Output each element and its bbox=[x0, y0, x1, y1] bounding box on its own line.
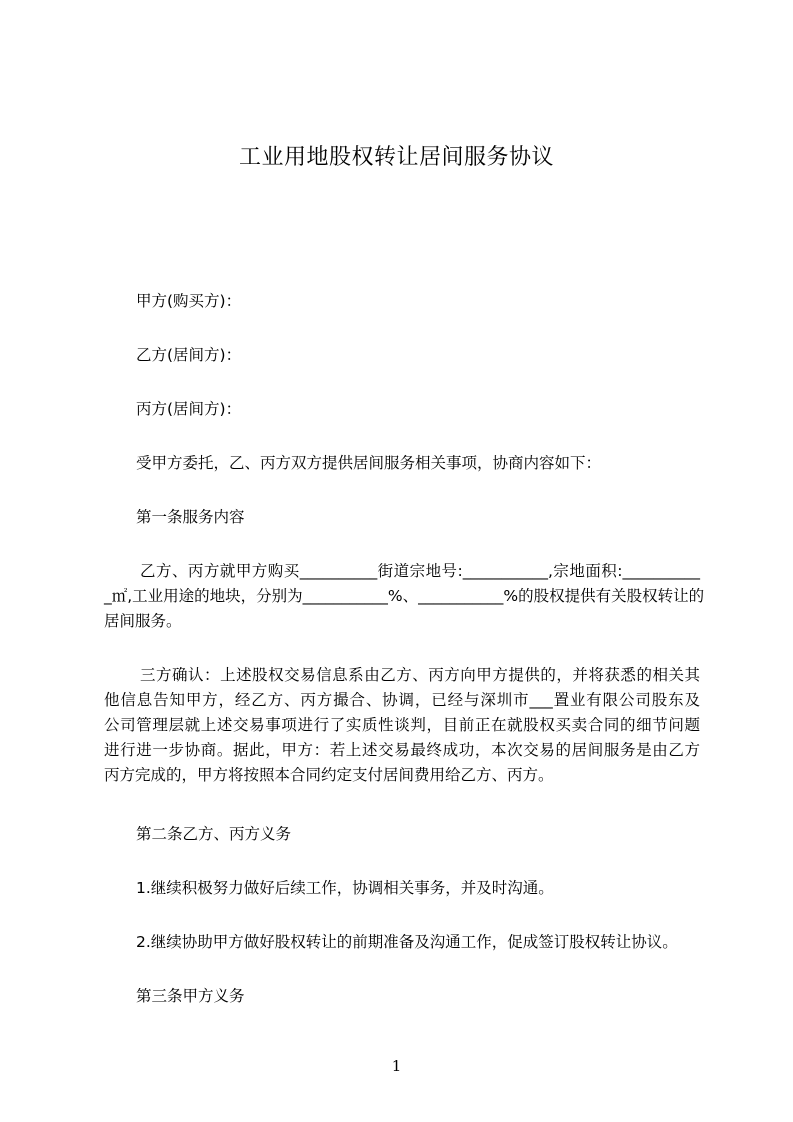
article1-p1-line1: 乙方、丙方就甲方购买__________街道宗地号:___________,宗地面积:__________ bbox=[140, 562, 700, 580]
article1-p2-line2: 他信息告知甲方，经乙方、丙方撮合、协调，已经与深圳市___置业有限公司股东及 bbox=[104, 691, 700, 709]
article1-p2-line4: 进行进一步协商。据此，甲方：若上述交易最终成功，本次交易的居间服务是由乙方 bbox=[104, 741, 700, 759]
page-number: 1 bbox=[391, 1057, 402, 1075]
article2-item-2: 2.继续协助甲方做好股权转让的前期准备及沟通工作，促成签订股权转让协议。 bbox=[136, 933, 678, 951]
article1-p1-line3: 居间服务。 bbox=[104, 612, 182, 630]
party-c-line: 丙方(居间方)： bbox=[136, 400, 242, 418]
intro-paragraph: 受甲方委托，乙、丙方双方提供居间服务相关事项，协商内容如下： bbox=[136, 454, 602, 472]
article3-heading: 第三条甲方义务 bbox=[136, 987, 245, 1005]
article2-item-1: 1.继续积极努力做好后续工作，协调相关事务，并及时沟通。 bbox=[136, 879, 554, 897]
article1-p1-line2: _㎡,工业用途的地块，分别为___________%、___________%的股权提供有关股权转让的 bbox=[104, 587, 705, 605]
document-title: 工业用地股权转让居间服务协议 bbox=[238, 145, 554, 170]
article1-heading: 第一条服务内容 bbox=[136, 508, 245, 526]
party-a-line: 甲方(购买方)： bbox=[136, 292, 242, 310]
article2-heading: 第二条乙方、丙方义务 bbox=[136, 825, 292, 843]
article1-p2-line5: 丙方完成的，甲方将按照本合同约定支付居间费用给乙方、丙方。 bbox=[104, 766, 554, 784]
article1-p2-line3: 公司管理层就上述交易事项进行了实质性谈判，目前正在就股权买卖合同的细节问题 bbox=[104, 716, 700, 734]
article1-p2-line1: 三方确认：上述股权交易信息系由乙方、丙方向甲方提供的，并将获悉的相关其 bbox=[140, 666, 700, 684]
party-b-line: 乙方(居间方)： bbox=[136, 346, 242, 364]
